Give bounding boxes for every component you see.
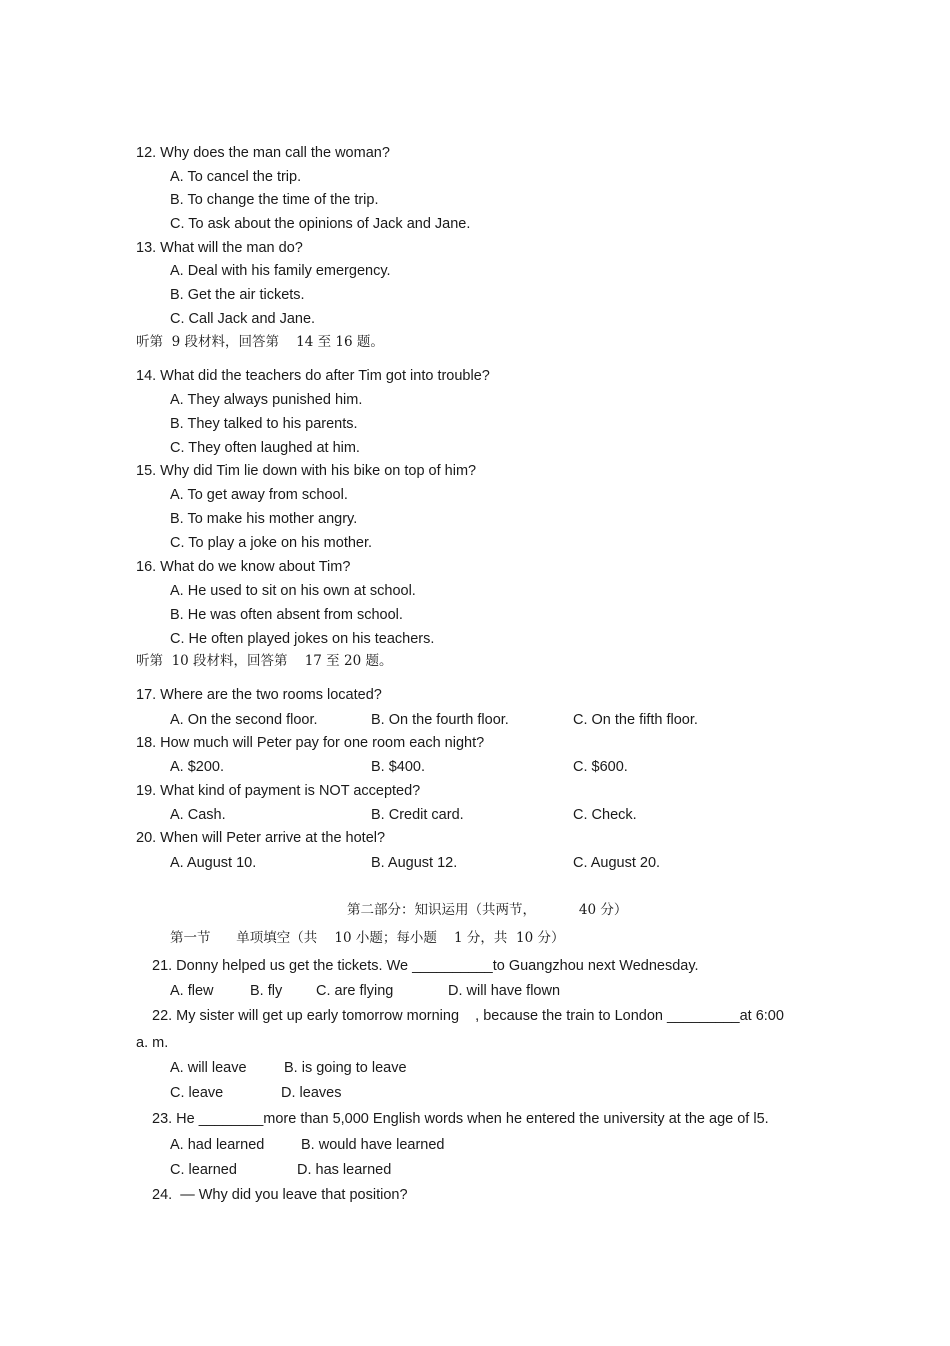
question-18-stem: 18. How much will Peter pay for one room each night? <box>136 735 485 751</box>
question-23-option-c: C. learned <box>170 1162 237 1178</box>
listening-instruction-9: 听第 9 段材料，回答第 14 至 16 题。 <box>136 334 384 350</box>
question-15-stem: 15. Why did Tim lie down with his bike on top of him? <box>136 463 477 479</box>
question-18-option-a: A. $200. <box>170 759 225 775</box>
question-19-stem: 19. What kind of payment is NOT accepted? <box>136 783 421 799</box>
question-16-stem: 16. What do we know about Tim? <box>136 559 351 575</box>
question-23-stem: 23. He ________more than 5,000 English words when he entered the university at the age of l5. <box>152 1111 769 1127</box>
listening-instruction-10: 听第 10 段材料，回答第 17 至 20 题。 <box>136 653 393 669</box>
question-22-option-a: A. will leave <box>170 1060 247 1076</box>
question-12-stem: 12. Why does the man call the woman? <box>136 145 390 161</box>
question-22-option-c: C. leave <box>170 1085 224 1101</box>
part-two-title: 第二部分：知识运用（共两节， 40 分） <box>347 902 628 918</box>
question-22-option-b: B. is going to leave <box>284 1060 407 1076</box>
question-16-option-b: B. He was often absent from school. <box>170 607 403 623</box>
question-12-option-a: A. To cancel the trip. <box>170 169 302 185</box>
question-17-option-b: B. On the fourth floor. <box>371 712 509 728</box>
question-21-option-b: B. fly <box>250 983 283 999</box>
question-14-stem: 14. What did the teachers do after Tim got into trouble? <box>136 368 490 384</box>
question-18-option-c: C. $600. <box>573 759 628 775</box>
question-20-option-a: A. August 10. <box>170 855 257 871</box>
question-17-option-c: C. On the fifth floor. <box>573 712 698 728</box>
question-17-option-a: A. On the second floor. <box>170 712 318 728</box>
question-21-option-a: A. flew <box>170 983 214 999</box>
question-23-option-b: B. would have learned <box>301 1137 445 1153</box>
question-17-stem: 17. Where are the two rooms located? <box>136 687 382 703</box>
question-20-option-c: C. August 20. <box>573 855 661 871</box>
question-15-option-c: C. To play a joke on his mother. <box>170 535 373 551</box>
question-23-option-d: D. has learned <box>297 1162 392 1178</box>
question-12-option-b: B. To change the time of the trip. <box>170 192 379 208</box>
question-22-option-d: D. leaves <box>281 1085 342 1101</box>
question-15-option-a: A. To get away from school. <box>170 487 348 503</box>
question-19-option-a: A. Cash. <box>170 807 226 823</box>
question-21-stem: 21. Donny helped us get the tickets. We __________to Guangzhou next Wednesday. <box>152 958 699 974</box>
question-23-option-a: A. had learned <box>170 1137 265 1153</box>
question-13-option-b: B. Get the air tickets. <box>170 287 305 303</box>
question-13-option-a: A. Deal with his family emergency. <box>170 263 391 279</box>
question-22-stem-continued: a. m. <box>136 1035 169 1051</box>
question-15-option-b: B. To make his mother angry. <box>170 511 358 527</box>
question-14-option-c: C. They often laughed at him. <box>170 440 360 456</box>
question-13-option-c: C. Call Jack and Jane. <box>170 311 316 327</box>
question-22-stem: 22. My sister will get up early tomorrow morning , because the train to London _________at 6:00 <box>152 1008 784 1024</box>
question-18-option-b: B. $400. <box>371 759 426 775</box>
question-16-option-c: C. He often played jokes on his teachers. <box>170 631 435 647</box>
question-14-option-b: B. They talked to his parents. <box>170 416 358 432</box>
question-21-option-d: D. will have flown <box>448 983 561 999</box>
question-13-stem: 13. What will the man do? <box>136 240 303 256</box>
section-one-title: 第一节 单项填空（共 10 小题；每小题 1 分，共 10 分） <box>170 930 565 946</box>
question-12-option-c: C. To ask about the opinions of Jack and Jane. <box>170 216 471 232</box>
question-14-option-a: A. They always punished him. <box>170 392 363 408</box>
question-24-stem: 24. — Why did you leave that position? <box>152 1187 408 1203</box>
question-20-stem: 20. When will Peter arrive at the hotel? <box>136 830 386 846</box>
question-21-option-c: C. are flying <box>316 983 394 999</box>
question-16-option-a: A. He used to sit on his own at school. <box>170 583 416 599</box>
question-19-option-c: C. Check. <box>573 807 637 823</box>
question-20-option-b: B. August 12. <box>371 855 458 871</box>
question-19-option-b: B. Credit card. <box>371 807 464 823</box>
